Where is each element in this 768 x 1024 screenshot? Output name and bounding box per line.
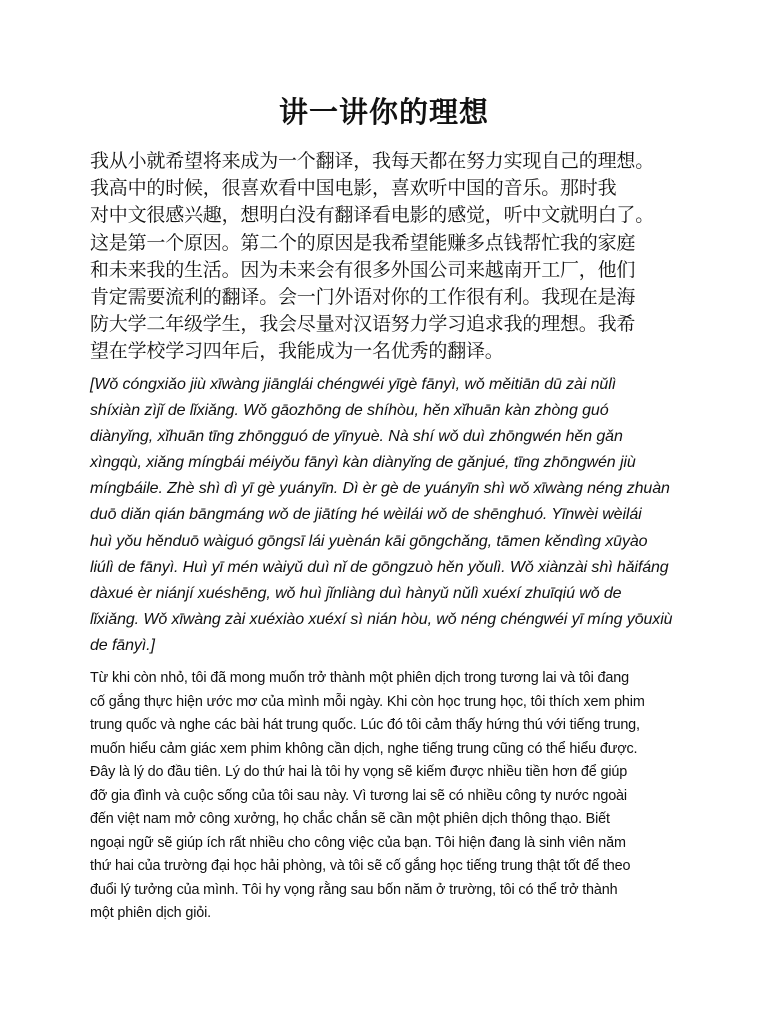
chinese-line: 肯定需要流利的翻译。会一门外语对你的工作很有利。我现在是海	[90, 285, 636, 308]
pinyin-paragraph	[90, 372, 690, 659]
pinyin-line: diànyǐng, xǐhuān tīng zhōngguó de yīnyuè. Nà shí wǒ duì zhōngwén hěn gǎn	[90, 428, 623, 446]
vietnamese-line: muốn hiểu cảm giác xem phim không cần dịch, nghe tiếng trung cũng có thể hiểu được.	[90, 740, 638, 757]
pinyin-line: dàxué èr niánjí xuéshēng, wǒ huì jǐnliàng duì hànyǔ nǔlì xuéxí zhuīqiú wǒ de	[90, 584, 622, 602]
vietnamese-line: trung quốc và nghe các bài hát trung quốc. Lúc đó tôi cảm thấy hứng thú với tiếng trung,	[90, 717, 640, 733]
chinese-line: 对中文很感兴趣，想明白没有翻译看电影的感觉，听中文就明白了。	[90, 204, 655, 227]
vietnamese-line: ngoại ngữ sẽ giúp ích rất nhiều cho công việc của bạn. Tôi hiện đang là sinh viên năm	[90, 834, 626, 851]
vietnamese-line: cố gắng thực hiện ước mơ của mình mỗi ngày. Khi còn học trung học, tôi thích xem phim	[90, 693, 645, 710]
chinese-line: 我高中的时候，很喜欢看中国电影，喜欢听中国的音乐。那时我	[90, 177, 617, 200]
vietnamese-line: đỡ gia đình và cuộc sống của tôi sau này. Vì tương lai sẽ có nhiều công ty nước ngoài	[90, 787, 627, 804]
chinese-line: 和未来我的生活。因为未来会有很多外国公司来越南开工厂，他们	[90, 258, 636, 281]
pinyin-line: shíxiàn zìjǐ de lǐxiǎng. Wǒ gāozhōng de shíhòu, hěn xǐhuān kàn zhòng guó	[90, 402, 609, 420]
vietnamese-line: Đây là lý do đầu tiên. Lý do thứ hai là tôi hy vọng sẽ kiếm được nhiều tiền hơn để giúp	[90, 764, 628, 780]
pinyin-line: huì yǒu hěnduō wàiguó gōngsī lái yuènán kāi gōngchǎng, tāmen kěndìng xūyào	[90, 532, 648, 550]
pinyin-line: xìngqù, xiǎng míngbái méiyǒu fānyì kàn diànyǐng de gǎnjué, tīng zhōngwén jiù	[90, 454, 636, 472]
chinese-line: 这是第一个原因。第二个的原因是我希望能赚多点钱帮忙我的家庭	[90, 231, 636, 254]
vietnamese-paragraph	[90, 667, 690, 926]
vietnamese-line: đến việt nam mở công xưởng, họ chắc chắn sẽ cần một phiên dịch thông thạo. Biết	[90, 811, 610, 827]
pinyin-line: duō diǎn qián bāngmáng wǒ de jiātíng hé wèilái wǒ de shēnghuó. Yīnwèi wèilái	[90, 506, 642, 524]
chinese-paragraph	[90, 148, 695, 366]
pinyin-line: lǐxiǎng. Wǒ xīwàng zài xuéxiào xuéxí sì nián hòu, wǒ néng chéngwéi yī míng yōuxiù	[90, 610, 673, 628]
vietnamese-line: đuổi lý tưởng của mình. Tôi hy vọng rằng sau bốn năm ở trường, tôi có thể trở thành	[90, 881, 618, 898]
pinyin-line: [Wǒ cóngxiǎo jiù xīwàng jiānglái chéngwéi yīgè fānyì, wǒ měitiān dū zài nǔlì	[90, 376, 617, 393]
pinyin-line: de fānyì.]	[90, 636, 155, 654]
pinyin-line: liúlì de fānyì. Huì yī mén wàiyǔ duì nǐ de gōngzuò hěn yǒulì. Wǒ xiànzài shì hǎifáng	[90, 558, 669, 576]
chinese-line: 我从小就希望将来成为一个翻译，我每天都在努力实现自己的理想。	[90, 150, 655, 172]
page-title: 讲一讲你的理想	[278, 95, 489, 129]
pinyin-line: míngbáile. Zhè shì dì yī gè yuányīn. Dì èr gè de yuányīn shì wǒ xīwàng néng zhuàn	[90, 480, 670, 498]
chinese-line: 防大学二年级学生，我会尽量对汉语努力学习追求我的理想。我希	[90, 313, 636, 336]
vietnamese-line: một phiên dịch giỏi.	[90, 905, 211, 921]
vietnamese-line: Từ khi còn nhỏ, tôi đã mong muốn trở thành một phiên dịch trong tương lai và tôi đang	[90, 670, 629, 686]
chinese-line: 望在学校学习四年后，我能成为一名优秀的翻译。	[90, 340, 504, 363]
vietnamese-line: thứ hai của trường đại học hải phòng, và tôi sẽ cố gắng học tiếng trung thật tốt để theo	[90, 858, 631, 874]
